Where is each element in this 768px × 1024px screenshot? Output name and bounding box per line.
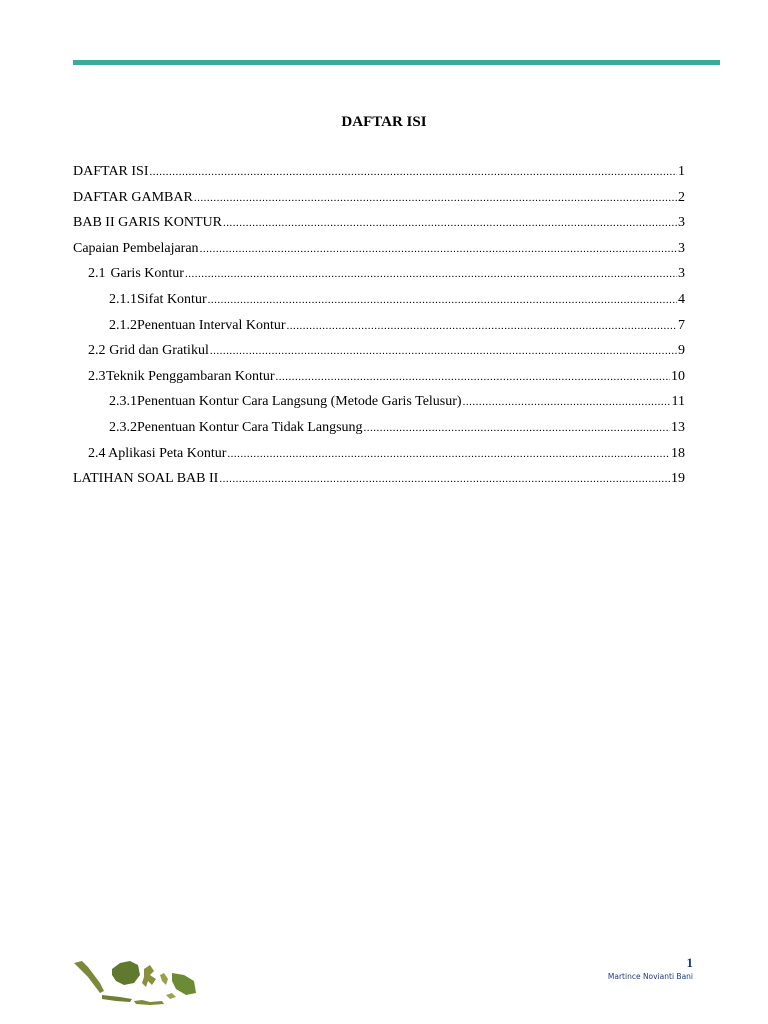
toc-leader-dots (227, 444, 670, 464)
toc-entry-number: 2.1.1 (109, 291, 137, 307)
toc-leader-dots (223, 213, 677, 233)
toc-entry-label: Aplikasi Peta Kontur (108, 445, 227, 461)
toc-entry-label: DAFTAR GAMBAR (73, 189, 193, 205)
toc-entry-number: 2.1.2 (109, 317, 137, 333)
toc-leader-dots (185, 264, 677, 284)
header-rule (73, 60, 720, 65)
toc-entry[interactable] (73, 290, 685, 316)
toc-leader-dots (208, 290, 677, 310)
toc-entry-number: 2.4 (88, 445, 106, 461)
toc-leader-dots (276, 367, 670, 387)
toc-entry-label: Capaian Pembelajaran (73, 240, 199, 256)
toc-entry-page: 3 (678, 266, 685, 282)
toc-entry-page: 18 (671, 445, 685, 461)
toc-entry-label: Sifat Kontur (137, 291, 207, 307)
toc-leader-dots (364, 418, 670, 438)
footer-page-number: 1 (686, 955, 693, 970)
toc-entry-page: 4 (678, 291, 685, 307)
toc-entry-number: 2.2 (88, 343, 106, 359)
toc-entry-page: 9 (678, 343, 685, 359)
toc-entry-label: Grid dan Gratikul (109, 343, 209, 359)
toc-entry[interactable] (73, 239, 685, 265)
toc-entry-label: Garis Kontur (110, 266, 184, 282)
toc-leader-dots (219, 469, 670, 489)
toc-entry-label: Teknik Penggambaran Kontur (105, 368, 275, 384)
toc-leader-dots (200, 239, 677, 259)
toc-entry-label: Penentuan Kontur Cara Tidak Langsung (137, 419, 363, 435)
toc-entry-label: LATIHAN SOAL BAB II (73, 471, 219, 487)
toc-entry-page: 7 (678, 317, 685, 333)
footer-author: Martince Novianti Bani (607, 972, 693, 981)
toc-leader-dots (287, 316, 677, 336)
toc-entry[interactable] (73, 469, 685, 495)
toc-entry[interactable] (73, 162, 685, 188)
toc-leader-dots (210, 341, 677, 361)
toc-entry[interactable] (73, 188, 685, 214)
toc-entry[interactable] (73, 341, 685, 367)
toc-entry-label: Penentuan Kontur Cara Langsung (Metode Garis Telusur) (137, 394, 462, 410)
toc-leader-dots (194, 188, 677, 208)
toc-entry-page: 10 (671, 368, 685, 384)
toc-entry[interactable] (73, 367, 685, 393)
indonesia-map-icon (72, 955, 198, 1011)
toc-entry-number: 2.3 (88, 368, 106, 384)
toc-entry-page: 13 (671, 419, 685, 435)
toc-entry-label: DAFTAR ISI (73, 164, 149, 179)
toc-entry[interactable] (73, 418, 685, 444)
page-title: DAFTAR ISI (341, 114, 427, 130)
toc-entry-number: 2.3.1 (109, 394, 137, 410)
toc-entry-page: 1 (678, 164, 685, 179)
toc-entry-number: 2.3.2 (109, 419, 137, 435)
toc-entry-number: 2.1 (88, 266, 106, 282)
toc-entry[interactable] (73, 316, 685, 342)
toc-entry-page: 11 (671, 394, 685, 410)
toc-entry[interactable] (73, 444, 685, 470)
toc-entry[interactable] (73, 392, 685, 418)
toc-entry-label: BAB II GARIS KONTUR (73, 215, 222, 231)
toc-entry-page: 19 (671, 471, 685, 487)
toc-entry-label: Penentuan Interval Kontur (137, 317, 286, 333)
toc-entry-page: 3 (678, 240, 685, 256)
toc-entry[interactable] (73, 213, 685, 239)
toc-entry[interactable] (73, 264, 685, 290)
toc-list (73, 162, 685, 495)
toc-leader-dots (463, 392, 671, 412)
toc-entry-page: 2 (678, 189, 685, 205)
toc-entry-page: 3 (678, 215, 685, 231)
toc-leader-dots (150, 162, 678, 182)
